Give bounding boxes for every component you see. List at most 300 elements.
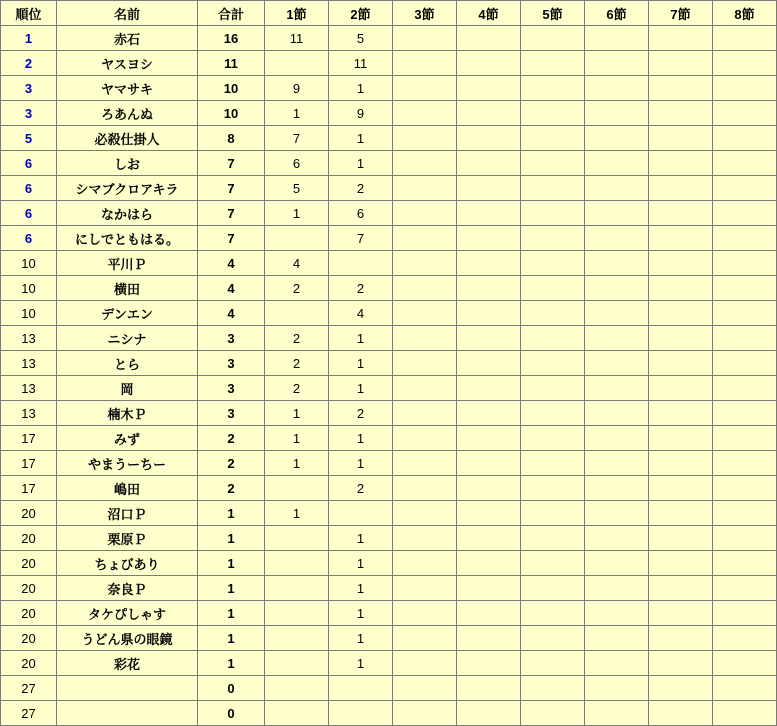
cell-section-8 — [713, 151, 777, 176]
cell-section-5 — [521, 626, 585, 651]
cell-section-1 — [265, 301, 329, 326]
cell-name: やまうーちー — [57, 451, 198, 476]
cell-section-5 — [521, 476, 585, 501]
cell-section-5 — [521, 651, 585, 676]
cell-rank: 27 — [1, 676, 57, 701]
table-row — [1, 676, 777, 701]
cell-name — [57, 676, 198, 701]
cell-section-4 — [457, 476, 521, 501]
cell-rank: 20 — [1, 651, 57, 676]
cell-section-2: 1 — [329, 601, 393, 626]
cell-section-8 — [713, 376, 777, 401]
cell-section-6 — [585, 26, 649, 51]
cell-section-3 — [393, 251, 457, 276]
cell-section-7 — [649, 576, 713, 601]
cell-rank: 17 — [1, 451, 57, 476]
cell-section-6 — [585, 401, 649, 426]
cell-section-8 — [713, 101, 777, 126]
cell-total: 4 — [198, 276, 265, 301]
cell-section-8 — [713, 626, 777, 651]
cell-name: 奈良Ｐ — [57, 576, 198, 601]
cell-section-8 — [713, 201, 777, 226]
cell-section-3 — [393, 651, 457, 676]
cell-section-1 — [265, 576, 329, 601]
cell-total: 4 — [198, 301, 265, 326]
cell-section-3 — [393, 376, 457, 401]
cell-section-5 — [521, 26, 585, 51]
header-row — [1, 1, 777, 26]
cell-rank: 27 — [1, 701, 57, 726]
cell-rank: 10 — [1, 276, 57, 301]
cell-section-2: 1 — [329, 651, 393, 676]
cell-section-8 — [713, 76, 777, 101]
cell-section-3 — [393, 151, 457, 176]
cell-section-7 — [649, 626, 713, 651]
cell-section-4 — [457, 326, 521, 351]
table-row — [1, 201, 777, 226]
cell-name: 岡 — [57, 376, 198, 401]
cell-section-2: 2 — [329, 401, 393, 426]
table-row — [1, 101, 777, 126]
table-row — [1, 301, 777, 326]
cell-section-8 — [713, 176, 777, 201]
cell-name: しお — [57, 151, 198, 176]
cell-section-6 — [585, 476, 649, 501]
cell-section-3 — [393, 551, 457, 576]
cell-rank: 20 — [1, 601, 57, 626]
cell-section-4 — [457, 426, 521, 451]
table-row — [1, 626, 777, 651]
cell-section-6 — [585, 576, 649, 601]
cell-name: ろあんぬ — [57, 101, 198, 126]
cell-section-7 — [649, 251, 713, 276]
cell-section-2: 9 — [329, 101, 393, 126]
cell-section-2: 1 — [329, 326, 393, 351]
header-rank: 順位 — [1, 1, 57, 26]
cell-name: 必殺仕掛人 — [57, 126, 198, 151]
cell-section-5 — [521, 151, 585, 176]
table-row — [1, 401, 777, 426]
cell-section-8 — [713, 451, 777, 476]
cell-rank: 20 — [1, 576, 57, 601]
cell-section-4 — [457, 351, 521, 376]
cell-section-4 — [457, 26, 521, 51]
cell-name: にしでともはる。 — [57, 226, 198, 251]
cell-section-6 — [585, 326, 649, 351]
cell-section-5 — [521, 501, 585, 526]
cell-rank: 10 — [1, 251, 57, 276]
cell-total: 10 — [198, 76, 265, 101]
cell-section-5 — [521, 526, 585, 551]
cell-section-7 — [649, 401, 713, 426]
cell-section-1: 2 — [265, 326, 329, 351]
cell-section-1: 9 — [265, 76, 329, 101]
cell-section-8 — [713, 301, 777, 326]
cell-section-1 — [265, 526, 329, 551]
cell-section-3 — [393, 501, 457, 526]
cell-section-3 — [393, 126, 457, 151]
cell-rank: 10 — [1, 301, 57, 326]
cell-name: うどん県の眼鏡 — [57, 626, 198, 651]
cell-section-2: 1 — [329, 526, 393, 551]
cell-section-4 — [457, 201, 521, 226]
table-row — [1, 51, 777, 76]
cell-section-4 — [457, 601, 521, 626]
table-row — [1, 451, 777, 476]
cell-section-3 — [393, 326, 457, 351]
cell-section-6 — [585, 501, 649, 526]
table-row — [1, 551, 777, 576]
cell-section-3 — [393, 51, 457, 76]
cell-section-4 — [457, 301, 521, 326]
cell-section-6 — [585, 451, 649, 476]
cell-section-1: 11 — [265, 26, 329, 51]
table-row — [1, 526, 777, 551]
cell-total: 1 — [198, 576, 265, 601]
header-section-3: 3節 — [393, 1, 457, 26]
cell-section-1 — [265, 676, 329, 701]
cell-section-2: 1 — [329, 351, 393, 376]
cell-section-8 — [713, 701, 777, 726]
cell-section-7 — [649, 326, 713, 351]
cell-section-6 — [585, 376, 649, 401]
cell-section-8 — [713, 276, 777, 301]
cell-section-7 — [649, 226, 713, 251]
cell-section-8 — [713, 501, 777, 526]
cell-name: ヤマサキ — [57, 76, 198, 101]
cell-section-7 — [649, 551, 713, 576]
cell-section-8 — [713, 351, 777, 376]
cell-section-1: 6 — [265, 151, 329, 176]
cell-section-5 — [521, 276, 585, 301]
cell-section-5 — [521, 126, 585, 151]
cell-section-2: 1 — [329, 126, 393, 151]
cell-section-7 — [649, 301, 713, 326]
cell-section-3 — [393, 26, 457, 51]
cell-section-5 — [521, 76, 585, 101]
cell-rank: 20 — [1, 626, 57, 651]
cell-section-2: 7 — [329, 226, 393, 251]
cell-section-6 — [585, 126, 649, 151]
table-row — [1, 126, 777, 151]
cell-section-8 — [713, 601, 777, 626]
header-section-2: 2節 — [329, 1, 393, 26]
cell-section-2 — [329, 501, 393, 526]
cell-name: シマブクロアキラ — [57, 176, 198, 201]
cell-section-4 — [457, 576, 521, 601]
table-row — [1, 376, 777, 401]
cell-section-1 — [265, 226, 329, 251]
cell-section-2: 1 — [329, 76, 393, 101]
cell-name: 赤石 — [57, 26, 198, 51]
cell-total: 1 — [198, 526, 265, 551]
cell-section-6 — [585, 76, 649, 101]
table-row — [1, 176, 777, 201]
cell-section-6 — [585, 626, 649, 651]
cell-section-6 — [585, 551, 649, 576]
cell-name: なかはら — [57, 201, 198, 226]
cell-total: 10 — [198, 101, 265, 126]
cell-section-5 — [521, 51, 585, 76]
cell-section-6 — [585, 601, 649, 626]
cell-section-2: 1 — [329, 626, 393, 651]
cell-section-6 — [585, 426, 649, 451]
cell-section-1: 5 — [265, 176, 329, 201]
header-total: 合計 — [198, 1, 265, 26]
table-row — [1, 351, 777, 376]
cell-section-8 — [713, 26, 777, 51]
cell-rank: 3 — [1, 76, 57, 101]
table-row — [1, 576, 777, 601]
cell-section-7 — [649, 201, 713, 226]
cell-rank: 1 — [1, 26, 57, 51]
cell-section-7 — [649, 101, 713, 126]
cell-section-6 — [585, 101, 649, 126]
cell-section-8 — [713, 226, 777, 251]
cell-section-7 — [649, 701, 713, 726]
cell-name: 楠木Ｐ — [57, 401, 198, 426]
cell-section-1: 1 — [265, 101, 329, 126]
cell-section-3 — [393, 676, 457, 701]
cell-section-6 — [585, 651, 649, 676]
table-row — [1, 226, 777, 251]
cell-section-7 — [649, 676, 713, 701]
cell-section-7 — [649, 651, 713, 676]
cell-section-4 — [457, 701, 521, 726]
table-row — [1, 76, 777, 101]
cell-section-7 — [649, 526, 713, 551]
cell-rank: 6 — [1, 201, 57, 226]
cell-section-8 — [713, 676, 777, 701]
cell-section-2 — [329, 251, 393, 276]
cell-section-8 — [713, 526, 777, 551]
cell-section-8 — [713, 651, 777, 676]
table-row — [1, 151, 777, 176]
table-header — [1, 1, 777, 26]
cell-section-2 — [329, 676, 393, 701]
cell-rank: 6 — [1, 151, 57, 176]
cell-section-2 — [329, 701, 393, 726]
cell-total: 7 — [198, 176, 265, 201]
cell-section-3 — [393, 176, 457, 201]
cell-name: 沼口Ｐ — [57, 501, 198, 526]
cell-section-6 — [585, 201, 649, 226]
cell-section-8 — [713, 401, 777, 426]
cell-total: 3 — [198, 351, 265, 376]
cell-section-7 — [649, 426, 713, 451]
cell-section-5 — [521, 251, 585, 276]
cell-section-2: 6 — [329, 201, 393, 226]
cell-total: 7 — [198, 226, 265, 251]
table-body — [1, 26, 777, 726]
cell-section-4 — [457, 451, 521, 476]
cell-rank: 20 — [1, 526, 57, 551]
cell-section-3 — [393, 301, 457, 326]
cell-section-5 — [521, 176, 585, 201]
cell-total: 7 — [198, 201, 265, 226]
cell-name: デンエン — [57, 301, 198, 326]
cell-section-6 — [585, 701, 649, 726]
cell-section-5 — [521, 426, 585, 451]
cell-section-4 — [457, 76, 521, 101]
cell-section-6 — [585, 176, 649, 201]
cell-total: 8 — [198, 126, 265, 151]
cell-section-1: 1 — [265, 451, 329, 476]
cell-section-4 — [457, 51, 521, 76]
cell-section-4 — [457, 626, 521, 651]
cell-section-1: 1 — [265, 401, 329, 426]
cell-section-3 — [393, 276, 457, 301]
cell-total: 1 — [198, 551, 265, 576]
cell-total: 3 — [198, 376, 265, 401]
cell-section-5 — [521, 576, 585, 601]
cell-section-6 — [585, 226, 649, 251]
cell-section-4 — [457, 176, 521, 201]
cell-section-5 — [521, 226, 585, 251]
cell-rank: 13 — [1, 326, 57, 351]
cell-section-7 — [649, 451, 713, 476]
cell-section-7 — [649, 51, 713, 76]
cell-section-5 — [521, 401, 585, 426]
cell-section-3 — [393, 701, 457, 726]
cell-total: 2 — [198, 451, 265, 476]
cell-section-5 — [521, 701, 585, 726]
cell-section-1: 2 — [265, 376, 329, 401]
cell-section-7 — [649, 601, 713, 626]
cell-section-7 — [649, 76, 713, 101]
cell-section-3 — [393, 76, 457, 101]
cell-section-2: 2 — [329, 276, 393, 301]
cell-section-4 — [457, 526, 521, 551]
cell-section-1 — [265, 626, 329, 651]
cell-section-1: 1 — [265, 201, 329, 226]
header-section-6: 6節 — [585, 1, 649, 26]
cell-section-3 — [393, 451, 457, 476]
cell-section-7 — [649, 276, 713, 301]
cell-section-1: 1 — [265, 501, 329, 526]
cell-section-7 — [649, 476, 713, 501]
cell-section-2: 1 — [329, 151, 393, 176]
cell-section-5 — [521, 376, 585, 401]
table-row — [1, 276, 777, 301]
cell-section-6 — [585, 526, 649, 551]
cell-section-4 — [457, 651, 521, 676]
cell-section-1 — [265, 651, 329, 676]
cell-section-6 — [585, 351, 649, 376]
cell-section-8 — [713, 476, 777, 501]
cell-section-7 — [649, 351, 713, 376]
cell-section-2: 1 — [329, 376, 393, 401]
cell-section-8 — [713, 326, 777, 351]
cell-total: 1 — [198, 501, 265, 526]
cell-rank: 3 — [1, 101, 57, 126]
cell-section-7 — [649, 151, 713, 176]
cell-total: 2 — [198, 476, 265, 501]
table-row — [1, 326, 777, 351]
cell-section-1 — [265, 476, 329, 501]
header-section-8: 8節 — [713, 1, 777, 26]
cell-name: 彩花 — [57, 651, 198, 676]
cell-section-5 — [521, 676, 585, 701]
cell-total: 7 — [198, 151, 265, 176]
header-name: 名前 — [57, 1, 198, 26]
cell-section-3 — [393, 226, 457, 251]
cell-section-7 — [649, 176, 713, 201]
cell-section-8 — [713, 51, 777, 76]
cell-section-2: 11 — [329, 51, 393, 76]
cell-section-6 — [585, 251, 649, 276]
cell-section-5 — [521, 101, 585, 126]
cell-section-7 — [649, 126, 713, 151]
cell-rank: 5 — [1, 126, 57, 151]
cell-section-7 — [649, 501, 713, 526]
cell-section-2: 4 — [329, 301, 393, 326]
cell-total: 3 — [198, 326, 265, 351]
cell-section-1: 4 — [265, 251, 329, 276]
table-row — [1, 701, 777, 726]
cell-section-7 — [649, 376, 713, 401]
cell-section-8 — [713, 251, 777, 276]
cell-section-5 — [521, 201, 585, 226]
cell-section-3 — [393, 101, 457, 126]
cell-section-1: 7 — [265, 126, 329, 151]
cell-total: 16 — [198, 26, 265, 51]
cell-name: 栗原Ｐ — [57, 526, 198, 551]
cell-name — [57, 701, 198, 726]
table-row — [1, 476, 777, 501]
header-section-1: 1節 — [265, 1, 329, 26]
cell-name: 嶋田 — [57, 476, 198, 501]
cell-section-2: 1 — [329, 426, 393, 451]
cell-rank: 17 — [1, 476, 57, 501]
cell-section-5 — [521, 601, 585, 626]
cell-name: とら — [57, 351, 198, 376]
cell-section-8 — [713, 551, 777, 576]
cell-section-3 — [393, 201, 457, 226]
cell-section-2: 2 — [329, 176, 393, 201]
cell-section-3 — [393, 626, 457, 651]
cell-section-1: 2 — [265, 351, 329, 376]
cell-section-3 — [393, 476, 457, 501]
table-row — [1, 26, 777, 51]
cell-section-8 — [713, 126, 777, 151]
cell-section-3 — [393, 526, 457, 551]
cell-section-2: 5 — [329, 26, 393, 51]
cell-rank: 17 — [1, 426, 57, 451]
header-section-5: 5節 — [521, 1, 585, 26]
cell-section-3 — [393, 601, 457, 626]
cell-section-3 — [393, 351, 457, 376]
cell-section-5 — [521, 326, 585, 351]
cell-section-1 — [265, 551, 329, 576]
cell-section-4 — [457, 126, 521, 151]
cell-section-5 — [521, 551, 585, 576]
cell-name: みず — [57, 426, 198, 451]
header-section-4: 4節 — [457, 1, 521, 26]
cell-section-5 — [521, 451, 585, 476]
cell-section-6 — [585, 51, 649, 76]
cell-section-3 — [393, 576, 457, 601]
table-row — [1, 251, 777, 276]
cell-total: 2 — [198, 426, 265, 451]
cell-section-6 — [585, 301, 649, 326]
cell-total: 0 — [198, 701, 265, 726]
cell-section-6 — [585, 676, 649, 701]
cell-section-4 — [457, 251, 521, 276]
cell-section-7 — [649, 26, 713, 51]
cell-section-1 — [265, 701, 329, 726]
cell-section-4 — [457, 226, 521, 251]
